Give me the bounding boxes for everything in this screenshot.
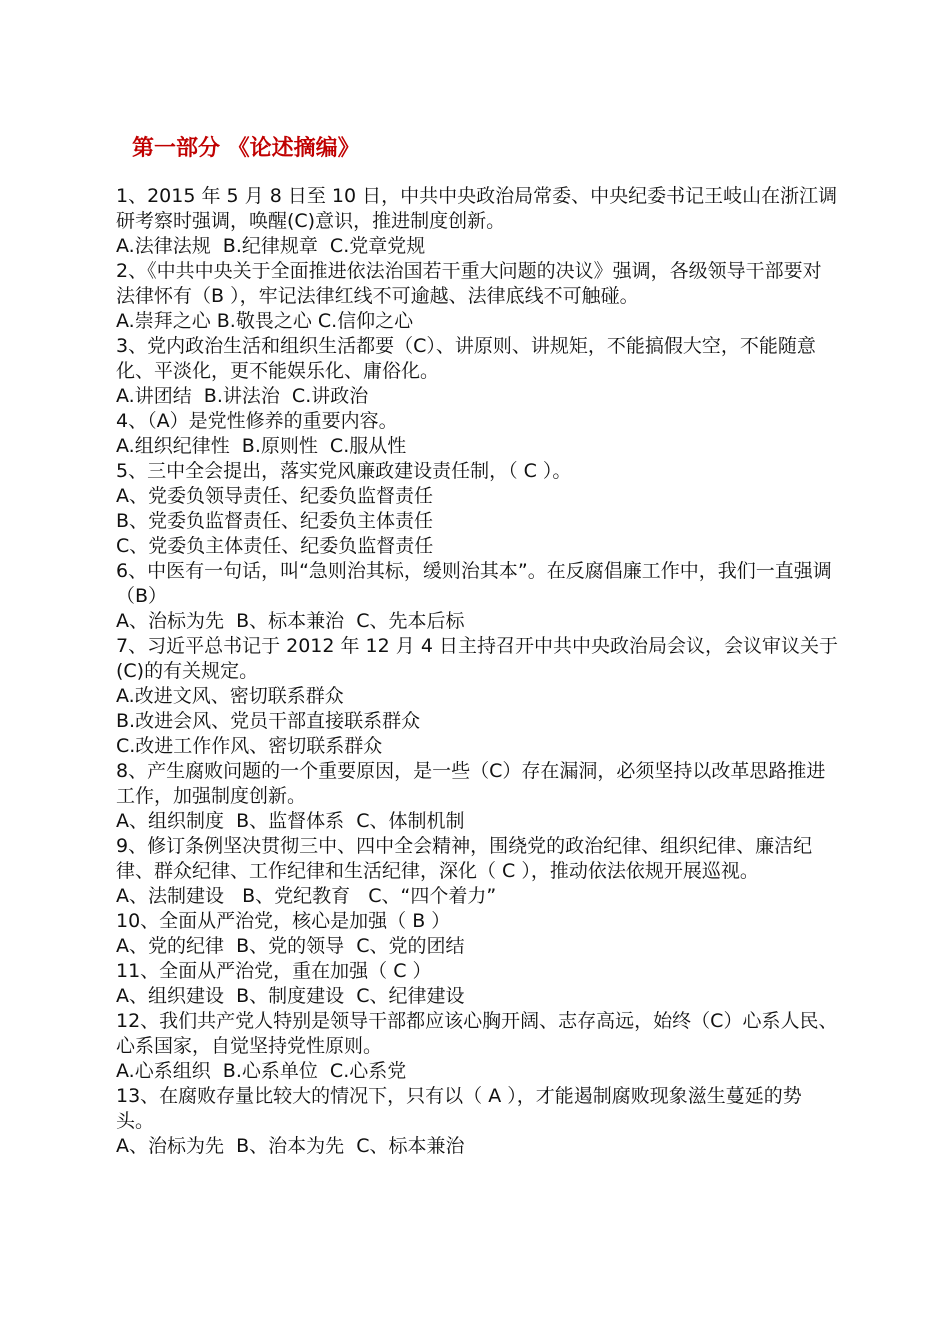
section-heading: 第一部分 《论述摘编》	[132, 135, 360, 161]
question-text: 3、党内政治生活和组织生活都要（C）、讲原则、讲规矩，不能搞假大空，不能随意化、平淡化，更不能娱乐化、庸俗化。	[116, 335, 816, 382]
answer-options: A、治标为先 B、标本兼治 C、先本后标	[116, 610, 465, 632]
answer-option: A、党委负领导责任、纪委负监督责任	[116, 485, 433, 507]
answer-options: A、法制建设 B、党纪教育 C、“四个着力”	[116, 885, 497, 907]
question-text: 9、修订条例坚决贯彻三中、四中全会精神，围绕党的政治纪律、组织纪律、廉洁纪律、群众纪律、工作纪律和生活纪律，深化（ C ），推动依法依规开展巡视。	[116, 835, 813, 882]
question-text: 10、全面从严治党，核心是加强（ B ）	[116, 910, 451, 932]
question-text: 2、《中共中央关于全面推进依法治国若干重大问题的决议》强调，各级领导干部要对法律怀有（B ），牢记法律红线不可逾越、法律底线不可触碰。	[116, 260, 822, 307]
answer-option: A.改进文风、密切联系群众	[116, 685, 344, 707]
answer-option: C、党委负主体责任、纪委负监督责任	[116, 535, 434, 557]
answer-option: B.改进会风、党员干部直接联系群众	[116, 710, 421, 732]
question-text: 13、在腐败存量比较大的情况下，只有以（ A ），才能遏制腐败现象滋生蔓延的势头。	[116, 1085, 802, 1132]
answer-options: A.组织纪律性 B.原则性 C.服从性	[116, 435, 407, 457]
answer-options: A.法律法规 B.纪律规章 C.党章党规	[116, 235, 426, 257]
answer-option: B、党委负监督责任、纪委负主体责任	[116, 510, 434, 532]
question-list	[116, 184, 838, 1159]
answer-option: C.改进工作作风、密切联系群众	[116, 735, 383, 757]
answer-options: A、党的纪律 B、党的领导 C、党的团结	[116, 935, 465, 957]
question-text: 11、全面从严治党，重在加强（ C ）	[116, 960, 432, 982]
answer-options: A.崇拜之心 B.敬畏之心 C.信仰之心	[116, 310, 414, 332]
answer-options: A、治标为先 B、治本为先 C、标本兼治	[116, 1135, 465, 1157]
question-text: 4、（A）是党性修养的重要内容。	[116, 410, 398, 432]
question-text: 6、中医有一句话，叫“急则治其标，缓则治其本”。在反腐倡廉工作中，我们一直强调（B）	[116, 560, 832, 607]
question-text: 12、我们共产党人特别是领导干部都应该心胸开阔、志存高远，始终（C）心系人民、心系国家，自觉坚持党性原则。	[116, 1010, 838, 1057]
answer-options: A、组织建设 B、制度建设 C、纪律建设	[116, 985, 465, 1007]
question-text: 5、三中全会提出，落实党风廉政建设责任制，（ C ）。	[116, 460, 572, 482]
answer-options: A.心系组织 B.心系单位 C.心系党	[116, 1060, 407, 1082]
question-text: 8、产生腐败问题的一个重要原因，是一些（C）存在漏洞，必须坚持以改革思路推进工作，加强制度创新。	[116, 760, 826, 807]
question-text: 1、2015 年 5 月 8 日至 10 日，中共中央政治局常委、中央纪委书记王岐山在浙江调研考察时强调，唤醒(C)意识，推进制度创新。	[116, 185, 838, 232]
question-text: 7、习近平总书记于 2012 年 12 月 4 日主持召开中共中央政治局会议，会议审议关于(C)的有关规定。	[116, 635, 838, 682]
answer-options: A、组织制度 B、监督体系 C、体制机制	[116, 810, 465, 832]
answer-options: A.讲团结 B.讲法治 C.讲政治	[116, 385, 369, 407]
